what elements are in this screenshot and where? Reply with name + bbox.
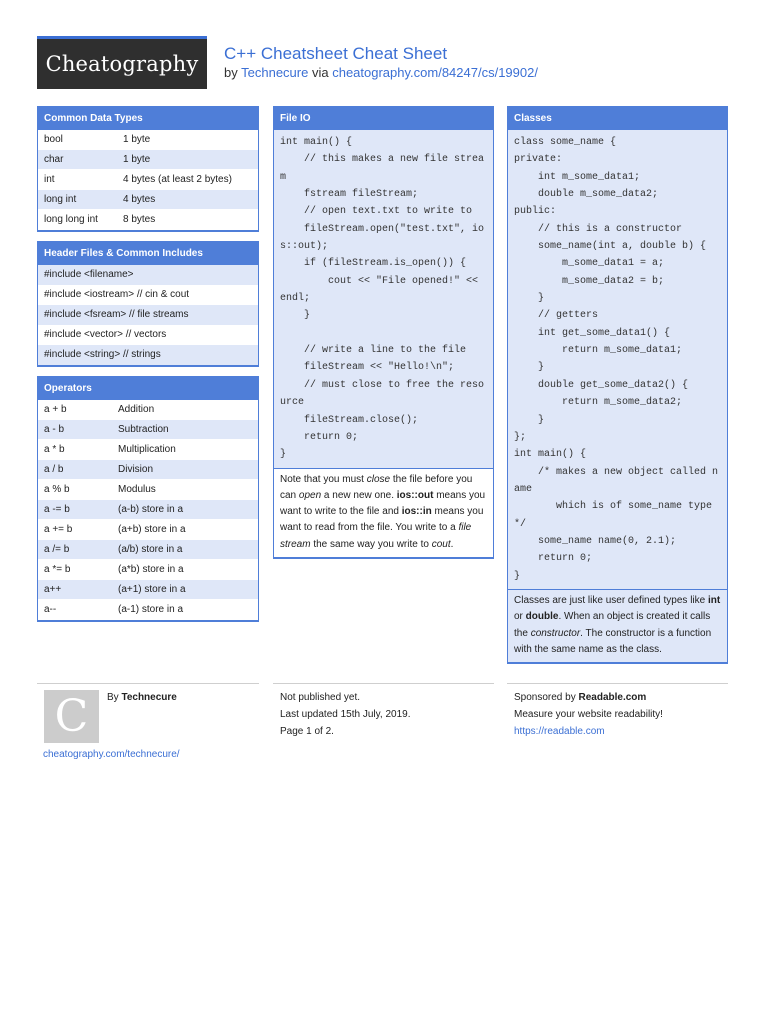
page-number: Page 1 of 2. <box>280 726 334 737</box>
table-row: int 4 bytes (at least 2 bytes) <box>38 170 258 190</box>
footer-author-name: Technecure <box>121 692 177 703</box>
code-block <box>274 130 493 468</box>
footer-divider <box>507 683 728 684</box>
code-block <box>508 130 727 589</box>
data-types-header: Common Data Types <box>38 107 258 130</box>
classes-section <box>507 106 728 664</box>
table-row: a * b Multiplication <box>38 440 258 460</box>
table-row: a /= b (a/b) store in a <box>38 540 258 560</box>
list-item: #include <string> // strings <box>38 345 258 365</box>
author-link[interactable]: Technecure <box>241 65 309 80</box>
table-row: bool 1 byte <box>38 130 258 150</box>
table-row: a - b Subtraction <box>38 420 258 440</box>
table-row: char 1 byte <box>38 150 258 170</box>
table-row: a / b Division <box>38 460 258 480</box>
byline-via: via <box>311 65 329 80</box>
file-io-code: int main() { // this makes a new file stream fstream fileStream; // open text.txt to write to fileStream.open("test.txt", ios::out); if (fileStream.is_open()) { cout << "File opened!" << endl; } // write a line to the file fileStream << "Hello!\n"; // must close to free the resource fileStream.close(); return 0; } <box>280 137 485 461</box>
table-row: long long int 8 bytes <box>38 210 258 230</box>
table-row: a++ (a+1) store in a <box>38 580 258 600</box>
footer-meta <box>280 689 410 740</box>
table-row: a += b (a+b) store in a <box>38 520 258 540</box>
operators-section <box>37 376 259 622</box>
footer-sponsor: Sponsored by Readable.com Measure your website readability! https://readable.com <box>514 689 663 740</box>
table-row: long int 4 bytes <box>38 190 258 210</box>
last-updated: Last updated 15th July, 2019. <box>280 709 411 720</box>
classes-code: class some_name { private: int m_some_data1; double m_some_data2; public: // this is a constructor some_name(int a, double b) { m_some_data1 = a; m_some_data2 = b; } // getters int get_some_data1() { return m_some_data1; } double get_some_data2() { return m_some_data2; } }; int main() { /* makes a new object called name which is of some_name type */ some_name name(0, 2.1); return 0; } <box>514 137 719 582</box>
page-title: C++ Cheatsheet Cheat Sheet <box>224 44 448 63</box>
table-row: a + b Addition <box>38 400 258 420</box>
list-item: #include <filename> <box>38 265 258 285</box>
footer-divider <box>37 683 259 684</box>
sheet-url-link[interactable]: cheatography.com/84247/cs/19902/ <box>332 65 538 80</box>
list-item: #include <iostream> // cin & cout <box>44 289 190 300</box>
classes-header: Classes <box>508 107 727 130</box>
footer-author: By Technecure <box>107 692 177 703</box>
table-row: a -= b (a-b) store in a <box>38 500 258 520</box>
classes-note: Classes are just like user defined types like int or double. When an object is created it calls the constructor. The constructor is a function with the same name as the class. <box>508 589 727 662</box>
table-row: a % b Modulus <box>38 480 258 500</box>
sponsor-link[interactable]: https://readable.com <box>514 726 605 737</box>
data-types-section <box>37 106 259 232</box>
list-item: #include <fsream> // file streams <box>38 305 258 325</box>
list-item: #include <vector> // vectors <box>44 329 167 340</box>
footer-divider <box>273 683 494 684</box>
byline-by: by <box>224 65 238 80</box>
author-profile-link[interactable]: cheatography.com/technecure/ <box>43 749 180 760</box>
file-io-section <box>273 106 494 559</box>
table-row: a *= b (a*b) store in a <box>38 560 258 580</box>
sponsor-tagline: Measure your website readability! <box>514 709 663 720</box>
byline <box>224 65 538 80</box>
file-io-note: Note that you must close the file before you can open a new new one. ios::out means you want to write to the file and ios::in means you want to read from the file. You write to a file stream the same way you write to cout. <box>274 468 493 557</box>
file-io-header: File IO <box>274 107 493 130</box>
published-status: Not published yet. <box>280 692 361 703</box>
logo-text: Cheatography <box>45 52 199 76</box>
operators-header: Operators <box>38 377 258 400</box>
table-row: a-- (a-1) store in a <box>38 600 258 620</box>
sponsor-name: Readable.com <box>578 692 647 703</box>
cheatography-logo[interactable] <box>37 36 207 89</box>
avatar: C <box>44 690 99 743</box>
header-files-section <box>37 241 259 367</box>
header-files-header: Header Files & Common Includes <box>38 242 258 265</box>
